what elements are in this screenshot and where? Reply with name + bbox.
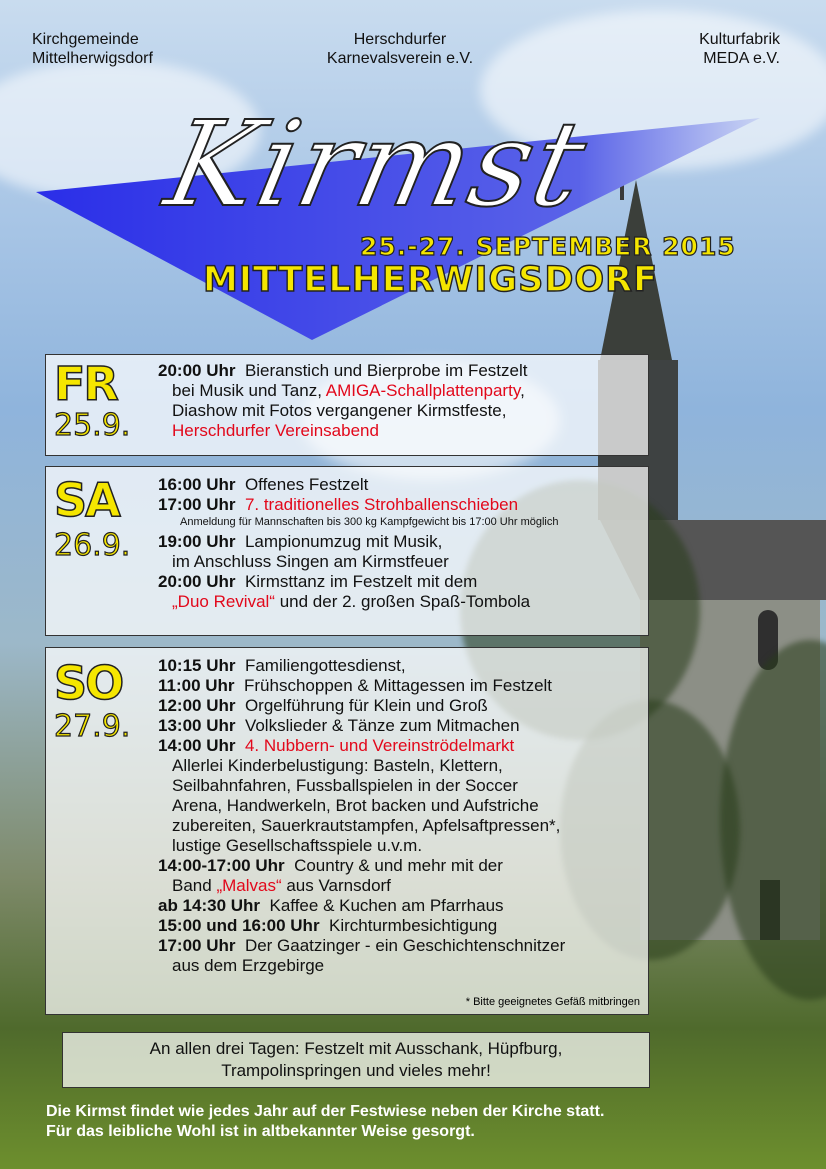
event-list (158, 475, 642, 612)
event-line: Allerlei Kinderbelustigung: Basteln, Klettern, (172, 756, 503, 775)
organizer-right: Kulturfabrik MEDA e.V. (699, 31, 780, 67)
day-abbr: FR (54, 357, 117, 411)
event-line: lustige Gesellschaftsspiele u.v.m. (172, 836, 423, 855)
event-list (158, 361, 642, 441)
day-date: 25.9. (54, 408, 131, 443)
day-box-friday (45, 354, 649, 456)
day-date: 26.9. (54, 528, 131, 563)
event-line: 12:00 Uhr Orgelführung für Klein und Groß (158, 696, 488, 715)
day-abbr: SO (54, 656, 123, 710)
event-note: Anmeldung für Mannschaften bis 300 kg Kampfgewicht bis 17:00 Uhr möglich (180, 516, 559, 528)
event-line: im Anschluss Singen am Kirmstfeuer (172, 552, 449, 571)
event-line: 11:00 Uhr Frühschoppen & Mittagessen im Festzelt (158, 676, 553, 695)
event-line: ab 14:30 Uhr Kaffee & Kuchen am Pfarrhaus (158, 896, 504, 915)
day-box-sunday (45, 647, 649, 1015)
event-title: Kirmst (155, 95, 599, 233)
title-banner (0, 0, 826, 360)
day-abbr: SA (54, 473, 119, 527)
event-list (158, 656, 642, 976)
event-line: 19:00 Uhr Lampionumzug mit Musik, (158, 532, 443, 551)
event-line: 16:00 Uhr Offenes Festzelt (158, 475, 369, 494)
event-line: Diashow mit Fotos vergangener Kirmstfeste, (172, 401, 507, 420)
event-line: 20:00 Uhr Bieranstich und Bierprobe im Festzelt (158, 361, 528, 380)
footnote: * Bitte geeignetes Gefäß mitbringen (465, 996, 640, 1008)
all-days-box: An allen drei Tagen: Festzelt mit Ausschank, Hüpfburg, Trampolinspringen und vieles mehr! (62, 1032, 650, 1088)
event-line: 14:00 Uhr 4. Nubbern- und Vereinströdelmarkt (158, 736, 515, 755)
organizer-left: Kirchgemeinde Mittelherwigsdorf (32, 31, 153, 67)
event-line: Herschdurfer Vereinsabend (172, 421, 379, 440)
day-box-saturday (45, 466, 649, 636)
footer-text: Die Kirmst findet wie jedes Jahr auf der Festwiese neben der Kirche statt. Für das leibliche Wohl ist in altbekannter Weise gesorgt. (46, 1103, 605, 1140)
event-line: 17:00 Uhr Der Gaatzinger - ein Geschichtenschnitzer (158, 936, 566, 955)
event-line: 14:00-17:00 Uhr Country & und mehr mit der (158, 856, 503, 875)
event-line: aus dem Erzgebirge (172, 956, 325, 975)
event-line: Band „Malvas“ aus Varnsdorf (172, 876, 391, 895)
event-line: 10:15 Uhr Familiengottesdienst, (158, 656, 406, 675)
event-line: 17:00 Uhr 7. traditionelles Strohballenschieben (158, 495, 519, 514)
event-place: MITTELHERWIGSDORF (203, 260, 658, 300)
day-date: 27.9. (54, 709, 131, 744)
event-line: bei Musik und Tanz, AMIGA-Schallplattenparty, (172, 381, 525, 400)
event-dates: 25.-27. SEPTEMBER 2015 (360, 232, 736, 261)
event-line: Seilbahnfahren, Fussballspielen in der Soccer (172, 776, 518, 795)
event-line: 15:00 und 16:00 Uhr Kirchturmbesichtigung (158, 916, 498, 935)
event-line: 13:00 Uhr Volkslieder & Tänze zum Mitmachen (158, 716, 520, 735)
event-line: zubereiten, Sauerkrautstampfen, Apfelsaftpressen*, (172, 816, 561, 835)
organizer-center: Herschdurfer Karnevalsverein e.V. (326, 31, 474, 67)
event-line: 20:00 Uhr Kirmsttanz im Festzelt mit dem (158, 572, 478, 591)
event-line: Arena, Handwerkeln, Brot backen und Aufstriche (172, 796, 539, 815)
event-line: „Duo Revival“ und der 2. großen Spaß-Tombola (172, 592, 531, 611)
